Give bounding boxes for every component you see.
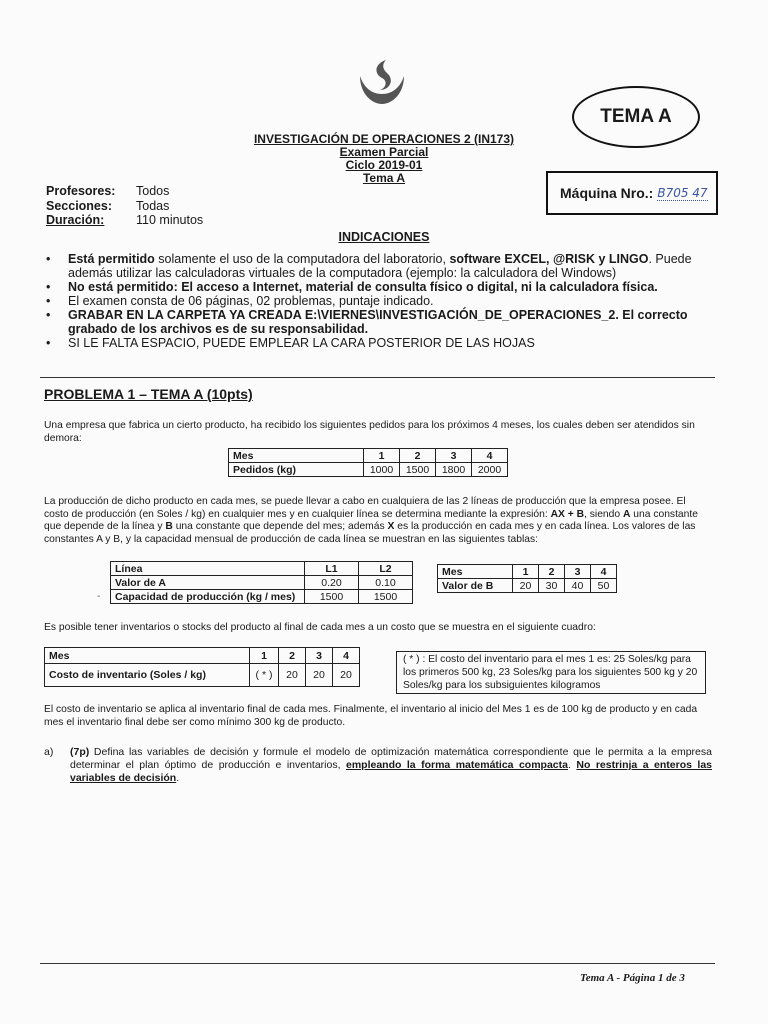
machine-number-handwritten: B705 47 xyxy=(657,185,708,200)
list-item: • No está permitido: El acceso a Internet, material de consulta físico o digital, ni la calculadora física. xyxy=(44,280,714,294)
secciones-key: Secciones: xyxy=(46,198,113,213)
profesores-value: Todos xyxy=(136,184,170,198)
machine-label: Máquina Nro.: xyxy=(560,185,654,201)
footer-divider xyxy=(40,963,715,964)
profesores-key: Profesores: xyxy=(46,184,116,198)
exam-type: Examen Parcial xyxy=(339,145,429,159)
list-item: • GRABAR EN LA CARPETA YA CREADA E:\VIERNES\INVESTIGACIÓN_DE_OPERACIONES_2. El correcto grabado de los archivos es de su responsabilidad. xyxy=(44,308,714,336)
question-a xyxy=(44,746,712,785)
problem-title: PROBLEMA 1 – TEMA A (10pts) xyxy=(44,386,253,402)
cycle: Ciclo 2019-01 xyxy=(345,158,423,172)
indicaciones-list xyxy=(44,252,714,350)
question-text: (7p) Defina las variables de decisión y formule el modelo de optimización matemática correspondiente que le permita a la empresa determinar el plan óptimo de producción e inventarios, empleando la forma matemática compacta. No restrinja a enteros las variables de decisión. xyxy=(70,746,713,784)
tema-label: Tema A xyxy=(362,171,405,185)
paragraph-inventario-final: El costo de inventario se aplica al inventario final de cada mes. Finalmente, el inventario al inicio del Mes 1 es de 100 kg de producto y en cada mes el inventario final debe ser como mínimo 300 kg de producto. xyxy=(44,704,698,728)
inventory-cost-note: ( * ) : El costo del inventario para el mes 1 es: 25 Soles/kg para los primeros 500 kg, 23 Soles/kg para los siguientes 500 kg y 20 Soles/kg para los subsiguientes kilogramos xyxy=(396,651,706,694)
question-label: a) xyxy=(44,746,54,758)
valor-b-table: Mes 1 2 3 4 Valor de B 20 30 40 50 xyxy=(437,564,617,593)
university-logo-icon xyxy=(356,58,408,106)
divider xyxy=(40,377,715,378)
secciones-value: Todas xyxy=(136,198,170,213)
lineas-table: Línea L1 L2 Valor de A 0.20 0.10 Capacidad de producción (kg / mes) 1500 1500 xyxy=(110,561,413,604)
tema-badge: TEMA A xyxy=(572,86,700,148)
list-item: • Está permitido solamente el uso de la computadora del laboratorio, software EXCEL, @RISK y LINGO. Puede además utilizar las calculadoras virtuales de la computadora (ejemplo: la calculadora del Windows) xyxy=(44,252,714,280)
indicaciones-title: INDICACIONES xyxy=(338,230,430,244)
exam-meta xyxy=(46,184,203,228)
page-footer: Tema A - Página 1 de 3 xyxy=(580,972,685,984)
paragraph-pedidos: Una empresa que fabrica un cierto producto, ha recibido los siguientes pedidos para los próximos 4 meses, los cuales deben ser atendidos sin demora: xyxy=(44,420,695,444)
course-title: INVESTIGACIÓN DE OPERACIONES 2 (IN173) xyxy=(253,132,515,146)
inventario-table: Mes 1 2 3 4 Costo de inventario (Soles / kg) ( * ) 20 20 20 xyxy=(44,647,360,687)
duracion-value: 110 minutos xyxy=(136,213,204,227)
paragraph-produccion: La producción de dicho producto en cada mes, se puede llevar a cabo en cualquiera de las 2 líneas de producción que la empresa posee. El costo de producción (en Soles / kg) en cualquier mes y en cualquier línea se determina mediante la expresión: AX + B, siendo A una constante que depende de la línea y B una constante que depende del mes; además X es la producción en cada mes y en cada línea. Los valores de las constantes A y B, y la capacidad mensual de producción de cada línea se muestran en las siguientes tablas: xyxy=(44,496,698,545)
list-item: • El examen consta de 06 páginas, 02 problemas, puntaje indicado. xyxy=(44,294,714,308)
list-item: • SI LE FALTA ESPACIO, PUEDE EMPLEAR LA CARA POSTERIOR DE LAS HOJAS xyxy=(44,336,714,350)
margin-mark: - xyxy=(97,591,101,602)
pedidos-table: Mes 1 2 3 4 Pedidos (kg) 1000 1500 1800 2000 xyxy=(228,448,508,477)
duracion-key: Duración: xyxy=(46,213,105,227)
paragraph-inventarios: Es posible tener inventarios o stocks del producto al final de cada mes a un costo que se muestra en el siguiente cuadro: xyxy=(44,622,596,633)
